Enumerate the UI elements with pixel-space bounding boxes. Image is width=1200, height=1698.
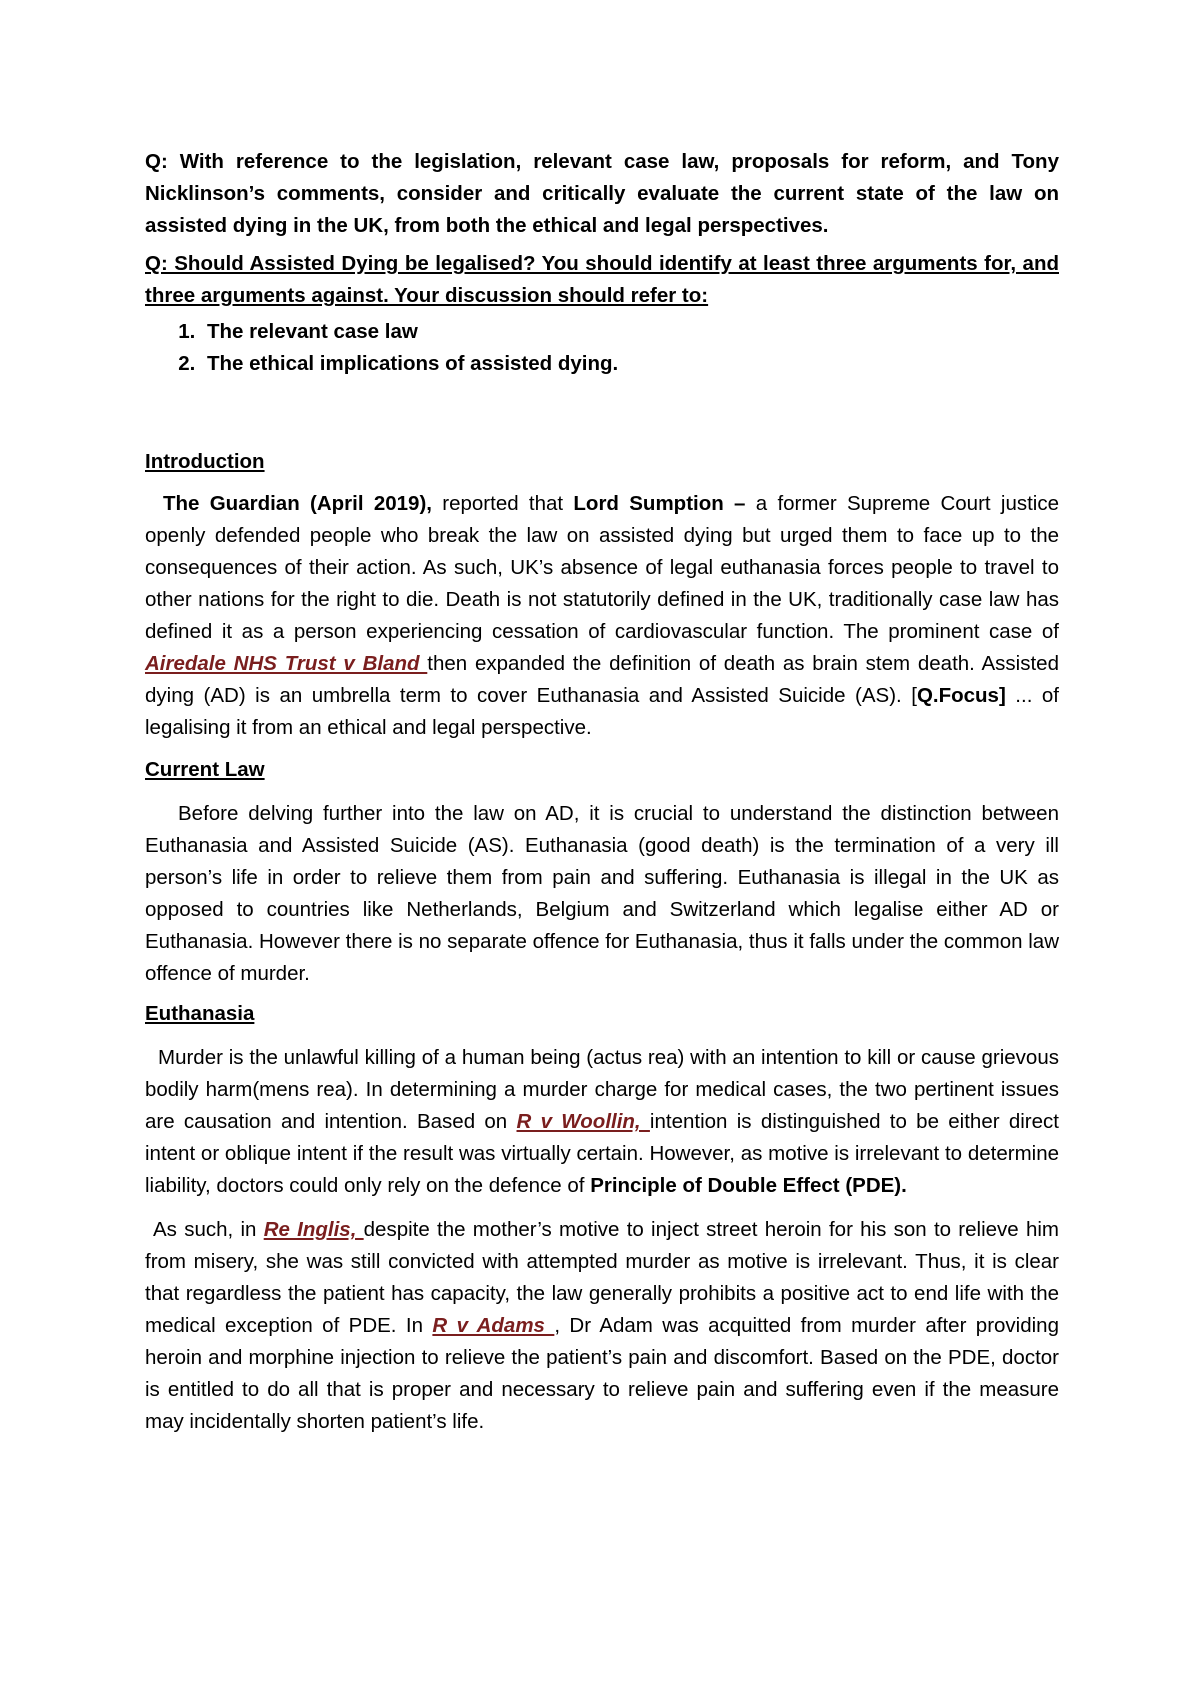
person-name: Lord Sumption – xyxy=(573,492,746,515)
current-law-paragraph: Before delving further into the law on AD, it is crucial to understand the distinction between Euthanasia and Assisted Suicide (AS). Euthanasia (good death) is the termination of a very ill person’s life in order to relieve them from pain and suffering. Euthanasia is illegal in the UK as opposed to countries like Netherlands, Belgium and Switzerland which legalise either AD or Euthanasia. However there is no separate offence for Euthanasia, thus it falls under the common law offence of murder. xyxy=(145,802,1059,985)
euthanasia-paragraph-2 xyxy=(145,1214,1059,1438)
case-citation-woollin: R v Woollin, xyxy=(516,1110,650,1133)
list-item: 2. The ethical implications of assisted dying. xyxy=(201,348,1059,380)
text-run: ... of legalising it from an ethical and legal perspective. xyxy=(145,684,1059,739)
text-run: Murder is the unlawful killing of a human being (actus rea) with an intention to kill or cause grievous bodily harm(mens rea). In determining a murder charge for medical cases, the two pertinent issues are causation and intention. Based on xyxy=(145,1046,1059,1133)
heading-euthanasia: Euthanasia xyxy=(145,1002,255,1025)
text-run: despite the mother’s motive to inject street heroin for his son to relieve him from misery, she was still convicted with attempted murder as motive is irrelevant. Thus, it is clear that regardless the patient has capacity, the law generally prohibits a positive act to end life with the medical exception of PDE. In xyxy=(145,1218,1059,1337)
case-citation-inglis: Re Inglis, xyxy=(263,1218,364,1241)
question-one: Q: With reference to the legislation, relevant case law, proposals for reform, and Tony Nicklinson’s comments, consider and critically evaluate the current state of the law on assisted dying in the UK, from both the ethical and legal perspectives. xyxy=(145,150,1059,237)
text-run: intention is distinguished to be either direct intent or oblique intent if the result was virtually certain. However, as motive is irrelevant to determine liability, doctors could only rely on the defence of xyxy=(145,1110,1059,1197)
text-run: As such, in xyxy=(153,1218,264,1241)
question-two: Q: Should Assisted Dying be legalised? You should identify at least three arguments for, and three arguments against. Your discussion should refer to: xyxy=(145,252,1059,307)
text-run: reported that xyxy=(431,492,574,515)
list-item: 1. The relevant case law xyxy=(201,316,1059,348)
euthanasia-paragraph-1 xyxy=(145,1042,1059,1202)
heading-current-law: Current Law xyxy=(145,758,265,781)
source-name: The Guardian (April 2019), xyxy=(163,492,432,515)
text-run: a former Supreme Court justice openly defended people who break the law on assisted dying but urged them to face up to the consequences of their action. As such, UK’s absence of legal euthanasia forces people to travel to other nations for the right to die. Death is not statutorily defined in the UK, traditionally case law has defined it as a person experiencing cessation of cardiovascular function. The prominent case of xyxy=(145,492,1059,643)
text-run: , Dr Adam was acquitted from murder after providing heroin and morphine injection to relieve the patient’s pain and discomfort. Based on the PDE, doctor is entitled to do all that is proper and necessary to relieve pain and suffering even if the measure may incidentally shorten patient’s life. xyxy=(145,1314,1059,1433)
principle-double-effect: Principle of Double Effect (PDE). xyxy=(590,1174,907,1197)
question-two-list xyxy=(145,316,1059,380)
case-citation-airedale: Airedale NHS Trust v Bland xyxy=(145,652,428,675)
question-focus-marker: Q.Focus] xyxy=(916,684,1006,707)
document-page xyxy=(145,146,1059,1438)
introduction-paragraph xyxy=(145,488,1059,744)
case-citation-adams: R v Adams xyxy=(432,1314,555,1337)
text-run: then expanded the definition of death as brain stem death. Assisted dying (AD) is an umbrella term to cover Euthanasia and Assisted Suicide (AS). [ xyxy=(145,652,1059,707)
heading-introduction: Introduction xyxy=(145,450,265,473)
